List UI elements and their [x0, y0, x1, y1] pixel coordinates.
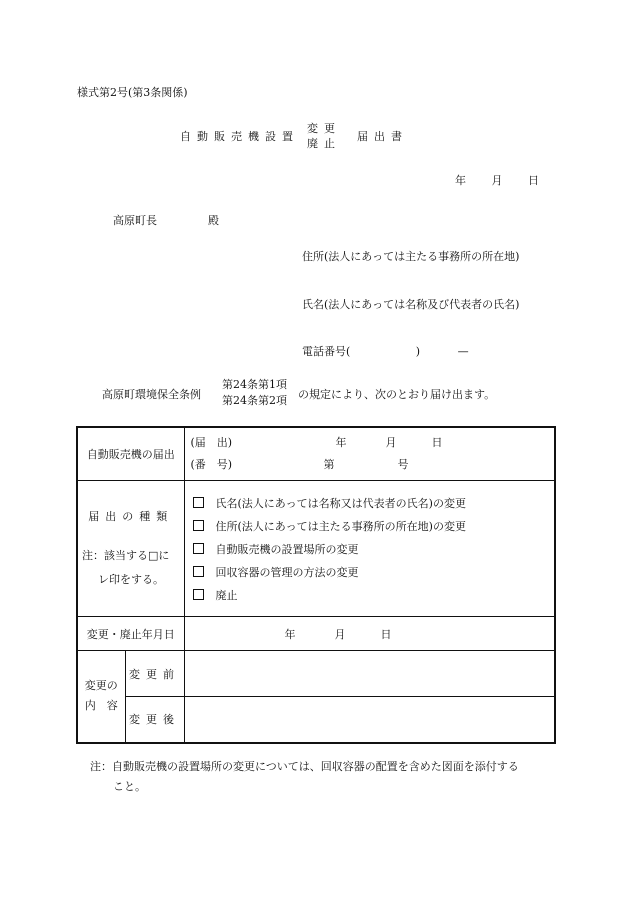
submission-date: [455, 172, 539, 188]
kinds-note-line-1: 注：該当する□に: [82, 548, 170, 562]
kind-label: 回収容器の管理の方法の変更: [215, 565, 359, 579]
change-month: 月: [334, 627, 346, 641]
footnote: [90, 757, 560, 797]
provision-text: の規定により、次のとおり届け出ます。: [298, 388, 496, 401]
ordinance-name: 高原町環境保全条例: [102, 388, 201, 401]
before-content-cell[interactable]: [184, 651, 555, 697]
change-day: 日: [380, 627, 392, 641]
phone-label: 電話番号(: [302, 345, 351, 358]
title-options: [307, 121, 341, 151]
change-date-cell[interactable]: [184, 617, 555, 651]
after-content-cell[interactable]: [184, 697, 555, 743]
kinds-list: [184, 481, 555, 617]
kind-item-name-change[interactable]: [191, 491, 549, 514]
kinds-note-line-2: レ印をする。: [98, 572, 164, 586]
content-label-line-1: 変更の: [84, 679, 118, 693]
title-main: 自動販売機設置: [180, 130, 299, 143]
after-label: 変更後: [129, 713, 180, 727]
title-option-abolish: 廃止: [307, 137, 341, 150]
applicant-phone-label: [302, 343, 469, 359]
checkbox-icon[interactable]: [193, 543, 204, 554]
footnote-line-1: 注：自動販売機の設置場所の変更については、回収容器の配置を含めた図面を添付する: [90, 760, 519, 773]
title-option-change: 変更: [307, 122, 341, 135]
kind-item-abolish[interactable]: [191, 583, 549, 606]
phone-dash: —: [457, 345, 469, 358]
kind-label: 自動販売機の設置場所の変更: [215, 542, 359, 556]
date-year: 年: [455, 174, 466, 187]
filing-label-cell: [77, 427, 184, 481]
form-number: 様式第2号(第3条関係): [77, 86, 188, 99]
filing-label: 自動販売機の届出: [86, 448, 175, 461]
notification-form-table: [76, 426, 556, 744]
filed-label: (届 出): [190, 436, 233, 449]
filed-month: 月: [385, 436, 397, 449]
checkbox-icon[interactable]: [193, 520, 204, 531]
article-1: 第24条第1項: [222, 378, 287, 391]
change-date-label-cell: [77, 617, 184, 651]
kind-item-location-change[interactable]: [191, 537, 549, 560]
kind-item-container-change[interactable]: [191, 560, 549, 583]
kind-label: 廃止: [215, 588, 238, 602]
ordinance-articles: [222, 377, 287, 409]
content-label-cell: [77, 651, 125, 743]
kind-item-address-change[interactable]: [191, 514, 549, 537]
before-label-cell: [125, 651, 184, 697]
number-dai: 第: [323, 458, 335, 471]
filing-info-cell: [184, 427, 555, 481]
kind-label: 住所(法人にあっては主たる事務所の所在地)の変更: [215, 519, 466, 533]
filed-year: 年: [335, 436, 347, 449]
kinds-label: 届出の種類: [88, 509, 174, 523]
phone-paren-close: ): [415, 345, 421, 358]
change-year: 年: [284, 627, 296, 641]
kinds-label-cell: [77, 481, 184, 617]
change-date-label: 変更・廃止年月日: [86, 627, 175, 641]
checkbox-icon[interactable]: [193, 497, 204, 508]
document-title: [180, 118, 408, 154]
number-label: (番 号): [190, 458, 233, 471]
kind-label: 氏名(法人にあっては名称又は代表者の氏名)の変更: [215, 496, 466, 510]
applicant-address-label: 住所(法人にあっては主たる事務所の所在地): [302, 250, 520, 263]
title-tail: 届出書: [357, 130, 408, 143]
addressee-honorific: 殿: [208, 214, 219, 227]
article-2: 第24条第2項: [222, 394, 287, 407]
addressee-name: 高原町長: [113, 214, 157, 227]
checkbox-icon[interactable]: [193, 589, 204, 600]
date-day: 日: [528, 174, 539, 187]
checkbox-icon[interactable]: [193, 566, 204, 577]
date-month: 月: [491, 174, 503, 187]
after-label-cell: [125, 697, 184, 743]
filed-number-line: [191, 454, 549, 476]
number-go: 号: [397, 458, 409, 471]
filed-date-line: [191, 432, 549, 454]
content-label-line-2: 内 容: [84, 699, 118, 713]
filed-day: 日: [431, 436, 443, 449]
applicant-name-label: 氏名(法人にあっては名称及び代表者の氏名): [302, 298, 520, 311]
footnote-line-2: こと。: [113, 780, 146, 793]
before-label: 変更前: [129, 667, 180, 681]
